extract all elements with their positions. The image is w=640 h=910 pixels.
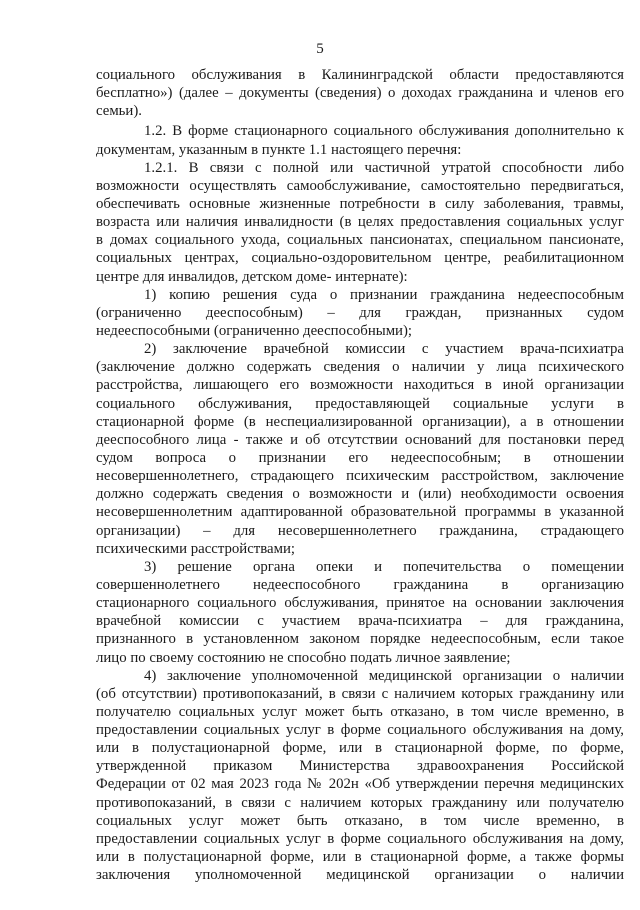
text-line: предоставлении социальных услуг в форме социального обслуживания на дому, <box>96 722 624 739</box>
text-line: центре для инвалидов, детском доме- интернате): <box>96 268 408 285</box>
text-line: должно содержать сведения о возможности и (или) необходимости освоения <box>96 486 624 503</box>
text-line: недееспособными (ограниченно дееспособными); <box>96 322 413 339</box>
text-line: судом вопроса о признании его недееспособным; в отношении <box>96 449 624 466</box>
text-line: (заключение должно содержать сведения о наличии у лица психического <box>96 359 624 376</box>
text-line: лицо по своему состоянию не способно подать личное заявление; <box>96 649 511 666</box>
text-line: в домах социального ухода, социальных пансионатах, специальном пансионате, <box>96 232 624 249</box>
text-line: несовершеннолетнего, страдающего психическим расстройством, заключение <box>96 468 624 485</box>
page-number: 5 <box>316 41 324 57</box>
text-line: психическими расстройствами; <box>96 540 296 557</box>
text-line: расстройства, лишающего его возможности находиться в иной организации <box>96 377 624 394</box>
text-line: предоставлении социальных услуг в форме социального обслуживания на дому, <box>96 830 624 847</box>
text-line: социального обслуживания в Калининградской области предоставляются <box>96 67 624 83</box>
text-line: врачебной комиссии с участием врача-психиатра – для гражданина, <box>96 613 624 630</box>
text-line: социального обслуживания, предоставляющей социальные услуги в <box>96 395 624 412</box>
text-line: совершеннолетнего недееспособного гражданина в организацию <box>96 576 624 593</box>
text-line: организации) – для несовершеннолетнего гражданина, страдающего <box>96 522 624 539</box>
text-line: (об отсутствии) противопоказаний, в связи с наличием которых гражданину или <box>96 685 624 702</box>
text-line: 1.2. В форме стационарного социального обслуживания дополнительно к <box>144 123 624 140</box>
text-line: заключения уполномоченной медицинской организации о наличии <box>96 867 624 884</box>
text-line: 3) решение органа опеки и попечительства о помещении <box>144 558 624 575</box>
text-line: социальных центрах, социально-оздоровительном центре, реабилитационном <box>96 250 624 267</box>
text-line: бесплатно») (далее – документы (сведения) о доходах гражданина и членов его <box>96 85 624 102</box>
text-line: обеспечивать основные жизненные потребности в силу заболевания, травмы, <box>96 195 624 212</box>
text-line: стационарного социального обслуживания, принятое на основании заключения <box>96 595 624 612</box>
text-line: утвержденной приказом Министерства здравоохранения Российской <box>96 758 624 775</box>
text-line: возможности осуществлять самообслуживание, самостоятельно передвигаться, <box>96 177 624 194</box>
text-line: или в полустационарной форме, или в стационарной форме, по форме, <box>96 740 624 757</box>
text-line: (ограниченно дееспособным) – для граждан, признанных судом <box>96 304 624 321</box>
text-line: 2) заключение врачебной комиссии с участием врача-психиатра <box>144 341 624 358</box>
text-line: стационарной форме (в неспециализированной организации), а в отношении <box>96 413 624 430</box>
document-body <box>96 66 624 884</box>
text-line: или в полустационарной форме, или в стационарной форме, а также формы <box>96 849 624 866</box>
text-line: противопоказаний, в связи с наличием которых гражданину или получателю <box>96 794 624 811</box>
text-line: семьи). <box>96 103 142 120</box>
text-line: документам, указанным в пункте 1.1 настоящего перечня: <box>96 141 462 158</box>
text-line: 4) заключение уполномоченной медицинской организации о наличии <box>144 667 624 684</box>
text-line: несовершеннолетним адаптированной образовательной программы в указанной <box>96 504 624 521</box>
text-line: социальных услуг может быть отказано, в том числе временно, в <box>96 812 624 829</box>
text-line: признанного в установленном законом порядке недееспособным, если такое <box>96 631 624 648</box>
text-line: 1.2.1. В связи с полной или частичной утратой способности либо <box>144 159 624 176</box>
text-line: получателю социальных услуг может быть отказано, в том числе временно, в <box>96 703 624 720</box>
text-line: 1) копию решения суда о признании гражданина недееспособным <box>144 286 624 303</box>
text-line: Федерации от 02 мая 2023 года № 202н «Об утверждении перечня медицинских <box>96 776 624 793</box>
text-line: возраста или наличия инвалидности (в целях предоставления социальных услуг <box>96 214 624 231</box>
text-line: дееспособного лица - также и об отсутствии оснований для постановки перед <box>96 431 624 448</box>
